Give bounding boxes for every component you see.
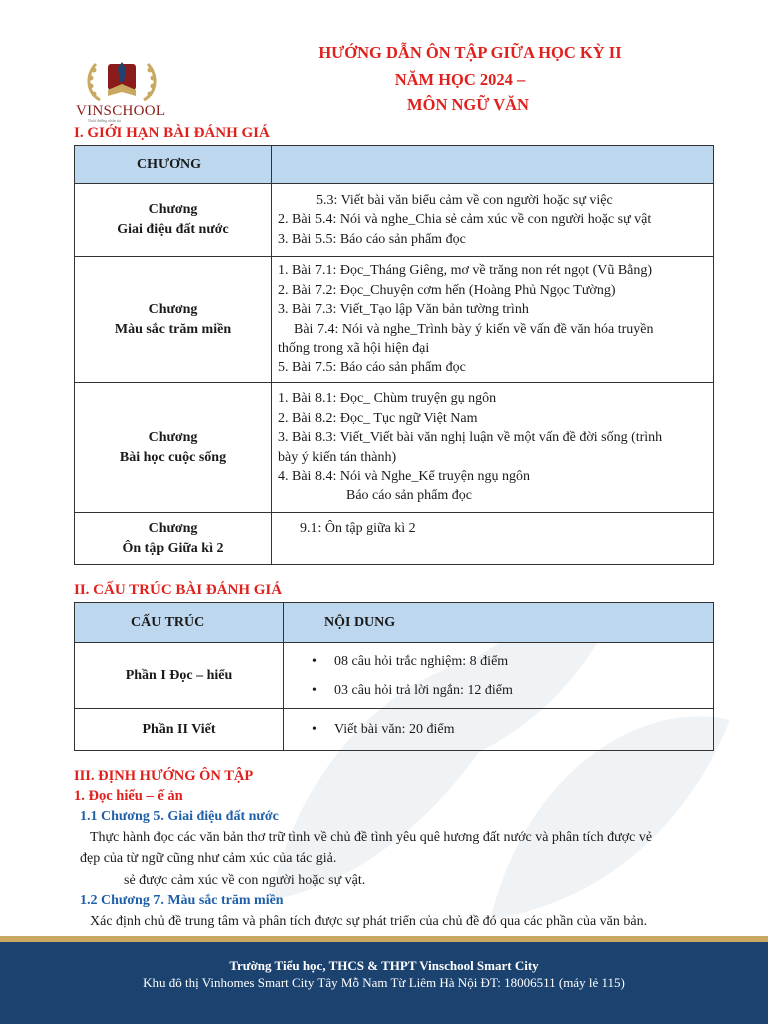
chapter-label: Chương xyxy=(148,202,198,217)
chapter-name: Bài học cuộc sống xyxy=(119,449,227,465)
chapter-cell xyxy=(75,257,272,383)
lesson-item: 5.3: Viết bài văn biểu cảm về con người hoặc sự việc xyxy=(316,192,613,208)
chapter-name: Ôn tập Giữa kì 2 xyxy=(122,540,224,556)
paragraph: đẹp của từ ngữ cũng như cảm xúc của tác giả. xyxy=(80,851,337,866)
lesson-list xyxy=(272,513,714,565)
chapter-cell xyxy=(75,184,272,257)
doc-title-line1: HƯỚNG DẪN ÔN TẬP GIỮA HỌC KỲ II xyxy=(318,43,622,62)
structure-col-content: NỘI DUNG xyxy=(284,603,714,643)
subsection-reading: 1. Đọc hiểu – ế ản xyxy=(74,788,183,804)
list-item: • 03 câu hỏi trả lời ngắn: 12 điểm xyxy=(312,682,513,698)
chapter-label: Chương xyxy=(148,429,198,445)
lesson-item: 2. Bài 5.4: Nói và nghe_Chia sẻ cảm xúc về con người hoặc sự vật xyxy=(278,212,652,228)
lesson-item: 3. Bài 7.3: Viết_Tạo lập Văn bản tường trình xyxy=(278,302,529,318)
footer-school-name: Trường Tiểu học, THCS & THPT Vinschool Smart City xyxy=(229,958,539,973)
subsection-1-1: 1.1 Chương 5. Giai điệu đất nước xyxy=(80,809,279,824)
brand-slogan: Nuôi dưỡng nhân tài xyxy=(88,118,122,123)
lesson-item: Bài 7.4: Nói và nghe_Trình bày ý kiến về vấn đề văn hóa truyền xyxy=(294,321,654,337)
table-row xyxy=(75,513,714,565)
lesson-item: 1. Bài 7.1: Đọc_Tháng Giêng, mơ về trăng non rét ngọt (Vũ Bằng) xyxy=(278,263,653,279)
chapter-cell xyxy=(75,513,272,565)
lesson-list xyxy=(272,257,714,383)
lesson-item: thống trong xã hội hiện đại xyxy=(278,340,430,356)
lesson-item: 2. Bài 8.2: Đọc_ Tục ngữ Việt Nam xyxy=(278,410,478,426)
section2-title: II. CẤU TRÚC BÀI ĐÁNH GIÁ xyxy=(74,582,283,598)
chapter-label: Chương xyxy=(148,520,198,536)
part-cell: Phần I Đọc – hiểu xyxy=(75,643,284,709)
lesson-item: 2. Bài 7.2: Đọc_Chuyện cơm hến (Hoàng Phủ Ngọc Tường) xyxy=(278,282,616,298)
lesson-list xyxy=(272,184,714,257)
part-cell: Phần II Viết xyxy=(75,709,284,751)
chapter-label: Chương xyxy=(148,301,198,317)
lesson-item: Báo cáo sản phẩm đọc xyxy=(346,488,472,504)
scope-col-content xyxy=(272,146,714,184)
footer-address: Khu đô thị Vinhomes Smart City Tây Mỗ Nam Từ Liêm Hà Nội ĐT: 18006511 (máy lẻ 115) xyxy=(143,975,625,990)
paragraph: Xác định chủ đề trung tâm và phân tích được sự phát triển của chủ đề đó qua các phần của văn bản. xyxy=(90,914,648,929)
structure-col-part: CẤU TRÚC xyxy=(75,603,284,643)
lesson-item: 3. Bài 5.5: Báo cáo sản phẩm đọc xyxy=(278,231,466,247)
scope-col-chapter: CHƯƠNG xyxy=(75,146,272,184)
lesson-item: 9.1: Ôn tập giữa kì 2 xyxy=(300,521,416,536)
subsection-1-2: 1.2 Chương 7. Màu sắc trăm miền xyxy=(80,893,284,908)
table-row xyxy=(75,257,714,383)
table-row xyxy=(75,709,714,751)
lesson-item: bày ý kiến tán thành) xyxy=(278,449,397,465)
doc-title-line3: MÔN NGỮ VĂN xyxy=(407,95,529,114)
chapter-cell xyxy=(75,383,272,513)
doc-title-line2: NĂM HỌC 2024 – xyxy=(394,70,526,89)
list-item: • 08 câu hỏi trắc nghiệm: 8 điểm xyxy=(312,653,509,669)
chapter-name: Màu sắc trăm miền xyxy=(114,321,232,337)
scope-table xyxy=(74,145,714,565)
structure-header-row xyxy=(75,603,714,643)
section1-title: I. GIỚI HẠN BÀI ĐÁNH GIÁ xyxy=(74,125,270,141)
lesson-item: 3. Bài 8.3: Viết_Viết bài văn nghị luận về một vấn đề đời sống (trình xyxy=(278,430,663,446)
part-items xyxy=(284,643,714,709)
scope-header-row xyxy=(75,146,714,184)
part-items xyxy=(284,709,714,751)
brand-name: VINSCHOOL xyxy=(76,103,166,119)
paragraph: sẻ được cảm xúc về con người hoặc sự vật. xyxy=(124,873,366,888)
footer-divider xyxy=(0,936,768,942)
structure-table xyxy=(74,602,714,751)
list-item: • Viết bài văn: 20 điểm xyxy=(312,722,455,737)
section3-title: III. ĐỊNH HƯỚNG ÔN TẬP xyxy=(74,768,254,784)
lesson-item: 1. Bài 8.1: Đọc_ Chùm truyện gụ ngôn xyxy=(278,391,497,407)
lesson-item: 5. Bài 7.5: Báo cáo sản phẩm đọc xyxy=(278,360,466,376)
table-row xyxy=(75,184,714,257)
table-row xyxy=(75,383,714,513)
table-row xyxy=(75,643,714,709)
lesson-list xyxy=(272,383,714,513)
lesson-item: 4. Bài 8.4: Nói và Nghe_Kể truyện ngụ ngôn xyxy=(278,468,530,484)
chapter-name: Giai điệu đất nước xyxy=(117,222,229,237)
paragraph: Thực hành đọc các văn bản thơ trữ tình về chủ đề tình yêu quê hương đất nước và phân tích được vẻ xyxy=(90,830,653,845)
